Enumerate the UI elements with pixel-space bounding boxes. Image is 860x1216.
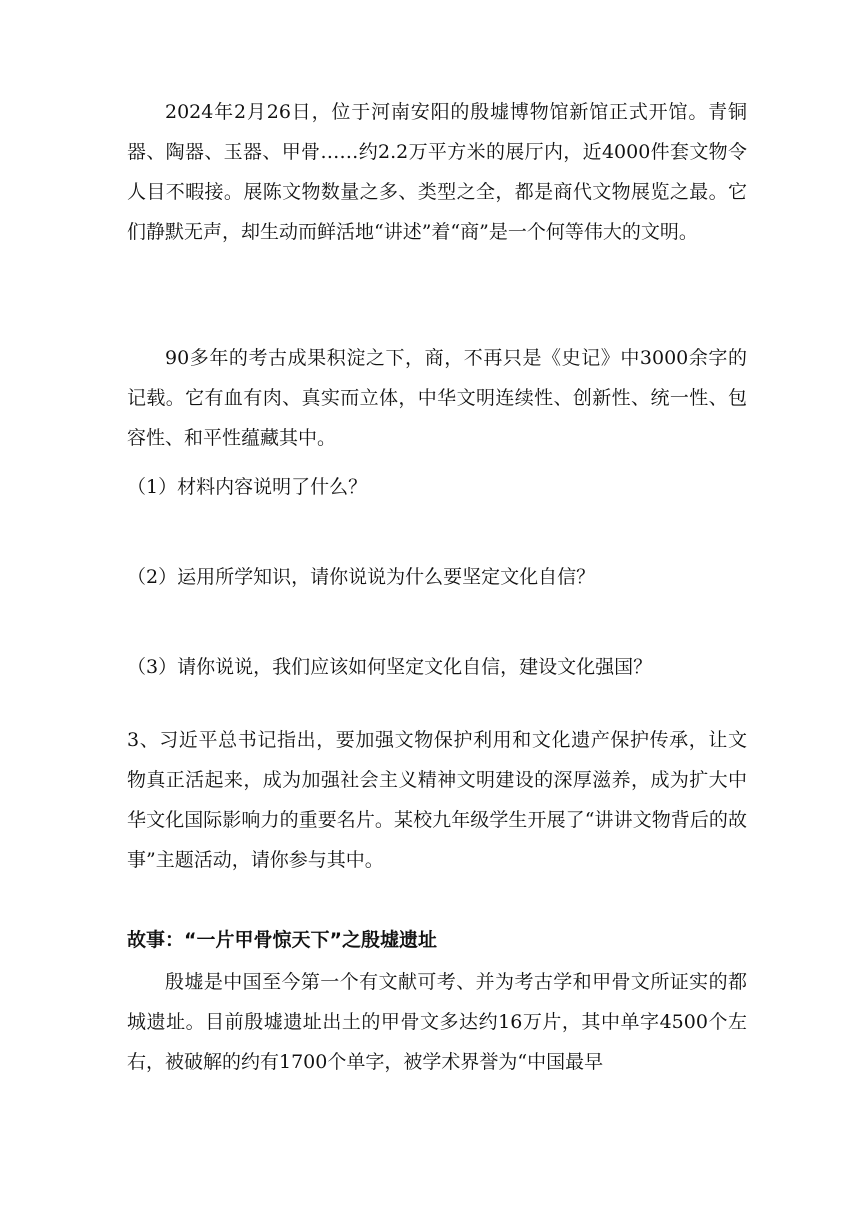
material-paragraph-1: 2024年2月26日，位于河南安阳的殷墟博物馆新馆正式开馆。青铜器、陶器、玉器、甲骨……约2.2万平方米的展厅内，近4000件套文物令人目不暇接。展陈文物数量之多、类型之全，都是商代文物展览之最。它们静默无声，却生动而鲜活地“讲述”着“商”是一个何等伟大的文明。 (127, 101, 747, 243)
material-paragraph-2: 90多年的考古成果积淀之下，商，不再只是《史记》中3000余字的记载。它有血有肉、真实而立体，中华文明连续性、创新性、统一性、包容性、和平性蕴藏其中。 (127, 347, 747, 449)
item-3-paragraph: 3、习近平总书记指出，要加强文物保护利用和文化遗产保护传承，让文物真正活起来，成为加强社会主义精神文明建设的深厚滋养，成为扩大中华文化国际影响力的重要名片。某校九年级学生开展了“讲讲文物背后的故事”主题活动，请你参与其中。 (127, 729, 747, 871)
question-2: （2）运用所学知识，请你说说为什么要坚定文化自信？ (127, 566, 596, 588)
story-heading: 故事：“一片甲骨惊天下”之殷墟遗址 (127, 929, 437, 951)
question-1: （1）材料内容说明了什么？ (127, 476, 368, 498)
question-3: （3）请你说说，我们应该如何坚定文化自信，建设文化强国？ (127, 656, 653, 678)
story-paragraph: 殷墟是中国至今第一个有文献可考、并为考古学和甲骨文所证实的都城遗址。目前殷墟遗址出土的甲骨文多达约16万片，其中单字4500个左右，被破解的约有1700个单字，被学术界誉为“中国最早 (127, 971, 747, 1073)
